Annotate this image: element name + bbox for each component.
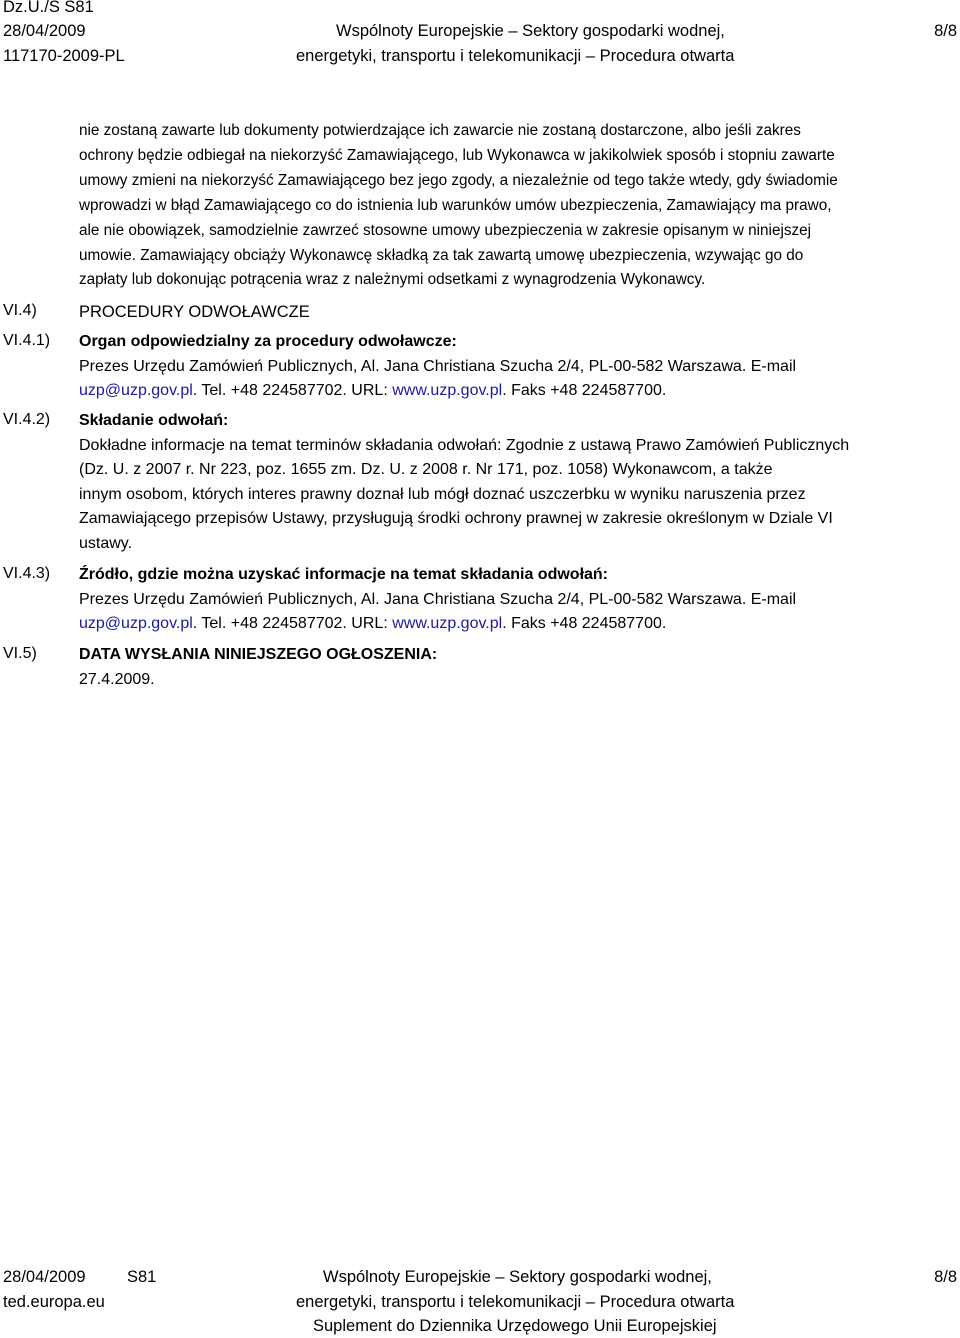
section-title-vi43: Źródło, gdzie można uzyskać informacje na temat składania odwołań: xyxy=(79,566,609,583)
section-vi41 xyxy=(79,330,959,404)
address-line: Prezes Urzędu Zamówień Publicznych, Al. Jana Christiana Szucha 2/4, PL-00-582 Warszawa. E-mail xyxy=(79,590,797,608)
email-link[interactable]: uzp@uzp.gov.pl xyxy=(79,615,193,632)
footer-title-line1: Wspólnoty Europejskie – Sektory gospodarki wodnej, xyxy=(323,1268,712,1286)
appeal-line: Zamawiającego przepisów Ustawy, przysługują środki ochrony prawnej w zakresie określonym w Dziale VI xyxy=(79,510,833,527)
intro-line: nie zostaną zawarte lub dokumenty potwierdzające ich zawarcie nie zostaną dostarczone, albo jeśli zakres xyxy=(79,122,801,139)
intro-line: wprowadzi w błąd Zamawiającego co do istnienia lub warunków umów ubezpieczenia, Zamawiający ma prawo, xyxy=(79,196,832,214)
url-link[interactable]: www.uzp.gov.pl xyxy=(392,382,503,399)
footer-title-line3: Suplement do Dziennika Urzędowego Unii Europejskiej xyxy=(313,1317,717,1335)
header-title-line1: Wspólnoty Europejskie – Sektory gospodarki wodnej, xyxy=(336,22,725,40)
intro-line: ale nie obowiązek, samodzielnie zawrzeć stosowne umowy ubezpieczenia w zakresie opisanym w niniejszej xyxy=(79,221,812,239)
section-label-vi41: VI.4.1) xyxy=(3,332,51,349)
address-line: Prezes Urzędu Zamówień Publicznych, Al. Jana Christiana Szucha 2/4, PL-00-582 Warszawa. E-mail xyxy=(79,357,797,375)
url-link[interactable]: www.uzp.gov.pl xyxy=(392,615,503,632)
section-vi4 xyxy=(79,300,959,325)
dispatch-date: 27.4.2009. xyxy=(79,670,155,688)
intro-line: zapłaty lub dokonując potrącenia wraz z należnymi odsetkami z wynagrodzenia Wykonawcy. xyxy=(79,271,706,289)
header-notice-id: 117170-2009-PL xyxy=(3,47,125,65)
tel-text: . Tel. +48 224587702. URL: xyxy=(192,615,393,632)
appeal-line: (Dz. U. z 2007 r. Nr 223, poz. 1655 zm. Dz. U. z 2008 r. Nr 171, poz. 1058) Wykonawcom, a także xyxy=(79,461,773,478)
section-label-vi4: VI.4) xyxy=(3,302,37,319)
footer-date: 28/04/2009 xyxy=(3,1268,86,1286)
intro-line: ochrony będzie odbiegał na niekorzyść Zamawiającego, lub Wykonawca w jakikolwiek sposób i stopniu zawarte xyxy=(79,146,835,164)
appeal-line: Dokładne informacje na temat terminów składania odwołań: Zgodnie z ustawą Prawo Zamówień Publicznych xyxy=(79,436,850,454)
header-page-number: 8/8 xyxy=(934,22,957,40)
footer-site: ted.europa.eu xyxy=(3,1293,105,1311)
section-title-vi41: Organ odpowiedzialny za procedury odwoławcze: xyxy=(79,333,457,350)
fax-text: . Faks +48 224587700. xyxy=(502,382,667,399)
fax-text: . Faks +48 224587700. xyxy=(502,615,667,632)
footer-series: S81 xyxy=(127,1268,157,1286)
section-label-vi42: VI.4.2) xyxy=(3,411,51,428)
footer-title-line2: energetyki, transportu i telekomunikacji – Procedura otwarta xyxy=(296,1293,735,1311)
appeal-line: innym osobom, których interes prawny doznał lub mógł doznać uszczerbku w wyniku naruszenia przez xyxy=(79,485,806,503)
tel-text: . Tel. +48 224587702. URL: xyxy=(192,382,393,399)
section-vi5 xyxy=(79,643,959,692)
email-link[interactable]: uzp@uzp.gov.pl xyxy=(79,382,193,399)
section-title-vi4: PROCEDURY ODWOŁAWCZE xyxy=(79,303,310,321)
section-title-vi5: DATA WYSŁANIA NINIEJSZEGO OGŁOSZENIA: xyxy=(79,646,438,663)
contact-line xyxy=(79,612,959,637)
contact-line xyxy=(79,379,959,404)
header-title-line2: energetyki, transportu i telekomunikacji – Procedura otwarta xyxy=(296,47,735,65)
section-title-vi42: Składanie odwołań: xyxy=(79,412,229,429)
section-label-vi5: VI.5) xyxy=(3,645,37,662)
header-doc-ref: Dz.U./S S81 xyxy=(3,0,94,16)
intro-line: umowie. Zamawiający obciąży Wykonawcę składką za tak zawartą umowę ubezpieczenia, wzywając go do xyxy=(79,246,804,264)
footer-page-number: 8/8 xyxy=(934,1268,957,1286)
section-label-vi43: VI.4.3) xyxy=(3,565,51,582)
header-date: 28/04/2009 xyxy=(3,22,86,40)
intro-paragraph xyxy=(79,119,959,293)
section-vi43 xyxy=(79,563,959,637)
intro-line: umowy zmieni na niekorzyść Zamawiającego bez jego zgody, a niezależnie od tego także wtedy, gdy świadomie xyxy=(79,171,838,189)
section-vi42 xyxy=(79,409,959,556)
appeal-line: ustawy. xyxy=(79,534,133,552)
